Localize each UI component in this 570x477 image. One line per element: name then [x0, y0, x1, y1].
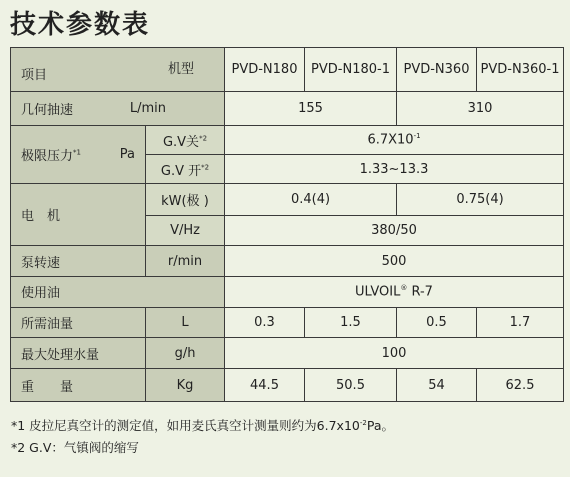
note-mark: *2	[199, 134, 208, 143]
note-mark: *2	[201, 163, 210, 172]
footnote-text: G.V：气镇阀的缩写	[25, 440, 139, 456]
pumping-speed-value: 155	[225, 91, 397, 125]
oil-label: 使用油	[11, 277, 225, 308]
spec-table	[10, 47, 564, 402]
pump-speed-row	[11, 246, 564, 277]
weight-value: 62.5	[477, 369, 564, 402]
footnote-2	[11, 437, 394, 459]
weight-label: 重 量	[11, 369, 146, 402]
gv-closed-exponent: -1	[413, 132, 421, 141]
header-corner-cell	[11, 48, 225, 92]
oil-value: ULVOIL	[355, 284, 401, 300]
oil-volume-value: 0.5	[397, 307, 477, 338]
water-capacity-label: 最大处理水量	[11, 338, 146, 369]
model-header: PVD-N360	[397, 48, 477, 92]
water-capacity-value: 100	[225, 338, 564, 369]
weight-value: 54	[397, 369, 477, 402]
pump-speed-label: 泵转速	[11, 246, 146, 277]
footnote-tail: Pa。	[366, 418, 394, 434]
pump-speed-value: 500	[225, 246, 564, 277]
ultimate-pressure-row-closed	[11, 125, 564, 155]
water-capacity-unit: g/h	[146, 338, 225, 369]
footnote-mark: *1	[11, 418, 26, 434]
oil-value-suffix: R-7	[407, 284, 433, 300]
motor-kw-value: 0.4(4)	[225, 184, 397, 216]
motor-row-kw	[11, 184, 564, 216]
motor-label: 电 机	[11, 184, 146, 246]
weight-unit: Kg	[146, 369, 225, 402]
oil-volume-value: 0.3	[225, 307, 305, 338]
pumping-speed-row	[11, 91, 564, 125]
water-capacity-row	[11, 338, 564, 369]
pumping-speed-unit: L/min	[129, 100, 166, 116]
note-mark: *1	[73, 148, 81, 157]
pumping-speed-value: 310	[397, 91, 564, 125]
registered-mark: ®	[400, 284, 408, 293]
gv-open-value: 1.33~13.3	[225, 155, 564, 184]
weight-value: 50.5	[305, 369, 397, 402]
gv-closed-value: 6.7X10	[367, 132, 414, 148]
ultimate-pressure-unit: Pa	[119, 146, 135, 162]
page-title: 技术参数表	[10, 10, 151, 40]
pumping-speed-label: 几何抽速	[21, 102, 74, 118]
footnote-exponent: -2	[359, 419, 367, 427]
item-label: 项目	[21, 67, 48, 83]
gv-closed-label: G.V关	[162, 134, 200, 150]
motor-vhz-label: V/Hz	[146, 215, 225, 246]
weight-row	[11, 369, 564, 402]
model-header: PVD-N360-1	[477, 48, 564, 92]
oil-volume-value: 1.7	[477, 307, 564, 338]
oil-volume-label: 所需油量	[11, 307, 146, 338]
oil-volume-row	[11, 307, 564, 338]
ultimate-pressure-label: 极限压力	[21, 148, 74, 164]
model-label: 机型	[168, 62, 195, 77]
gv-open-label: G.V 开	[160, 163, 202, 179]
header-row	[11, 48, 564, 92]
motor-kw-value: 0.75(4)	[397, 184, 564, 216]
weight-value: 44.5	[225, 369, 305, 402]
motor-vhz-value: 380/50	[225, 215, 564, 246]
model-header: PVD-N180-1	[305, 48, 397, 92]
motor-kw-label: kW(极 )	[146, 184, 225, 216]
oil-volume-unit: L	[146, 307, 225, 338]
pump-speed-unit: r/min	[146, 246, 225, 277]
oil-volume-value: 1.5	[305, 307, 397, 338]
footnotes	[11, 412, 394, 459]
oil-row	[11, 277, 564, 308]
model-header: PVD-N180	[225, 48, 305, 92]
footnote-1	[11, 412, 394, 437]
footnote-mark: *2	[11, 440, 26, 456]
footnote-text: 皮拉尼真空计的测定值，如用麦氏真空计测量则约为6.7x10	[25, 418, 360, 434]
